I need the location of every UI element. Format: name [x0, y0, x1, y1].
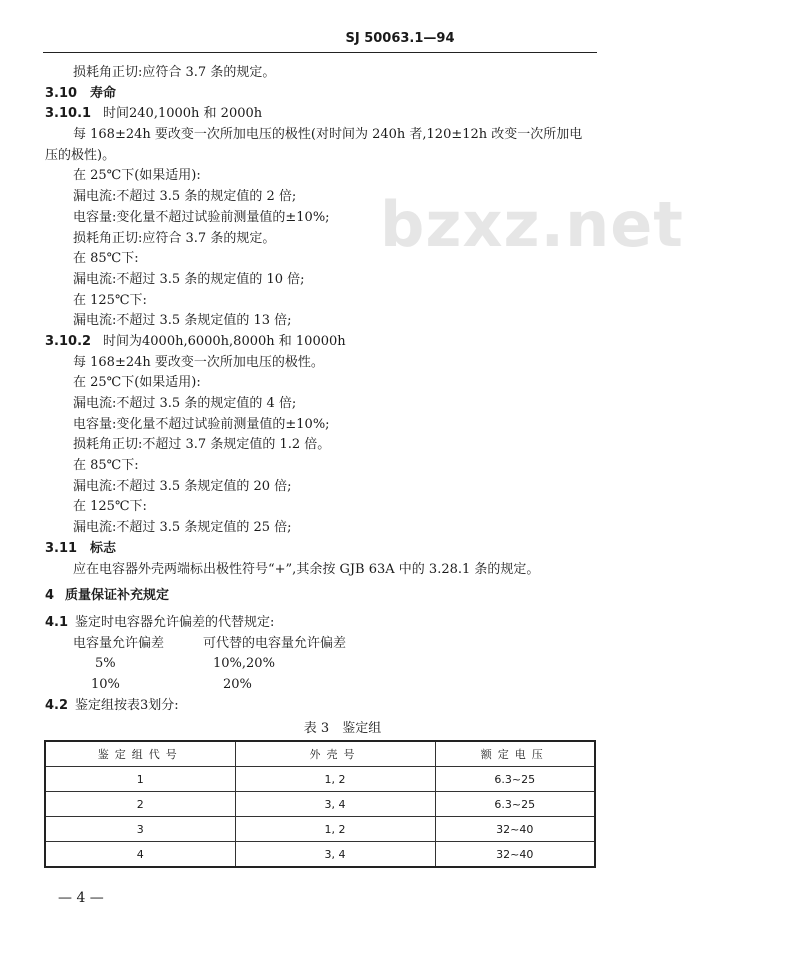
table-cell: 3, 4 [235, 842, 435, 868]
section-number: 3.10.2 [45, 333, 92, 349]
text-line: 漏电流:不超过 3.5 条的规定值的 4 倍; [73, 396, 297, 411]
text-line: 漏电流:不超过 3.5 条的规定值的 2 倍; [73, 189, 297, 205]
table-cell: 32~40 [435, 842, 595, 868]
section-heading [45, 539, 605, 560]
header-rule [43, 52, 597, 53]
section-title: 质量保证补充规定 [65, 588, 170, 604]
table-cell: 2 [45, 792, 235, 817]
table-cell: 3 [45, 817, 235, 842]
text-line: 损耗角正切:不超过 3.7 条规定值的 1.2 倍。 [73, 437, 331, 453]
section-heading [45, 104, 605, 125]
section-heading [45, 586, 605, 607]
table-row [45, 767, 595, 792]
section-title: 时间为4000h,6000h,8000h 和 10000h [103, 333, 346, 349]
tolerance-col-header: 可代替的电容量允许偏差 [203, 635, 347, 651]
document-body [45, 63, 605, 868]
text-line: 应在电容器外壳两端标出极性符号“+”,其余按 GJB 63A 中的 3.28.1 条的规定。 [73, 561, 540, 577]
tolerance-col-header: 电容量允许偏差 [73, 635, 165, 651]
table-cell: 4 [45, 842, 235, 868]
text-line: 损耗角正切:应符合 3.7 条的规定。 [73, 65, 276, 80]
tolerance-value: 10% [91, 676, 120, 692]
text-line: 漏电流:不超过 3.5 条规定值的 25 倍; [73, 520, 292, 536]
table-cell: 1, 2 [235, 767, 435, 792]
section-number: 3.11 [45, 540, 78, 556]
tolerance-value: 5% [95, 656, 116, 672]
table-row [45, 817, 595, 842]
column-header: 外壳号 [235, 741, 435, 767]
section-number: 4.2 [45, 697, 69, 713]
text-line: 压的极性)。 [45, 147, 116, 163]
section-heading [45, 332, 605, 353]
column-header: 鉴定组代号 [45, 741, 235, 767]
text-line: 电容量:变化量不超过试验前测量值的±10%; [73, 209, 330, 225]
table-cell: 6.3~25 [435, 792, 595, 817]
section-title: 时间240,1000h 和 2000h [103, 106, 263, 122]
text-line: 漏电流:不超过 3.5 条规定值的 13 倍; [73, 313, 292, 329]
text-line: 在 25℃下(如果适用): [73, 168, 201, 184]
section-heading [45, 84, 605, 105]
section-number: 3.10.1 [45, 106, 92, 122]
table-cell: 1, 2 [235, 817, 435, 842]
table-cell: 32~40 [435, 817, 595, 842]
text-line: 在 85℃下: [73, 458, 139, 474]
table-header-row [45, 741, 595, 767]
section-title: 标志 [90, 540, 117, 556]
page-number: — 4 — [58, 890, 104, 906]
table-row [45, 792, 595, 817]
tolerance-row [45, 675, 605, 696]
table-cell: 3, 4 [235, 792, 435, 817]
qualification-group-table [44, 740, 596, 868]
text-line: 漏电流:不超过 3.5 条的规定值的 10 倍; [73, 271, 305, 287]
text-line: 在 125℃下: [73, 292, 147, 308]
text-line: 在 25℃下(如果适用): [73, 375, 201, 391]
tolerance-row [45, 654, 605, 675]
text-line: 每 168±24h 要改变一次所加电压的极性。 [73, 354, 324, 370]
document-header: SJ 50063.1—94 [345, 31, 455, 46]
table-row [45, 842, 595, 868]
section-number: 4 [45, 588, 55, 604]
section-title: 鉴定组按表3划分: [75, 697, 179, 713]
column-header: 额定电压 [435, 741, 595, 767]
section-title: 鉴定时电容器允许偏差的代替规定: [75, 614, 275, 630]
text-line: 在 125℃下: [73, 499, 147, 515]
tolerance-substitute: 20% [223, 676, 252, 692]
section-number: 4.1 [45, 614, 69, 630]
table-cell: 1 [45, 767, 235, 792]
tolerance-substitute: 10%,20% [213, 656, 275, 672]
text-line: 漏电流:不超过 3.5 条规定值的 20 倍; [73, 478, 292, 494]
section-title: 寿命 [90, 85, 117, 101]
table-caption: 表 3 鉴定组 [303, 721, 382, 737]
section-heading [45, 696, 605, 717]
text-line: 电容量:变化量不超过试验前测量值的±10%; [73, 416, 330, 432]
text-line: 在 85℃下: [73, 251, 139, 267]
watermark: bzxz.net [380, 188, 684, 261]
section-number: 3.10 [45, 85, 78, 101]
text-line: 损耗角正切:应符合 3.7 条的规定。 [73, 230, 276, 246]
tolerance-header [45, 634, 605, 655]
section-heading [45, 613, 605, 634]
text-line: 每 168±24h 要改变一次所加电压的极性(对时间为 240h 者,120±12h 改变一次所加电 [73, 127, 583, 143]
table-cell: 6.3~25 [435, 767, 595, 792]
